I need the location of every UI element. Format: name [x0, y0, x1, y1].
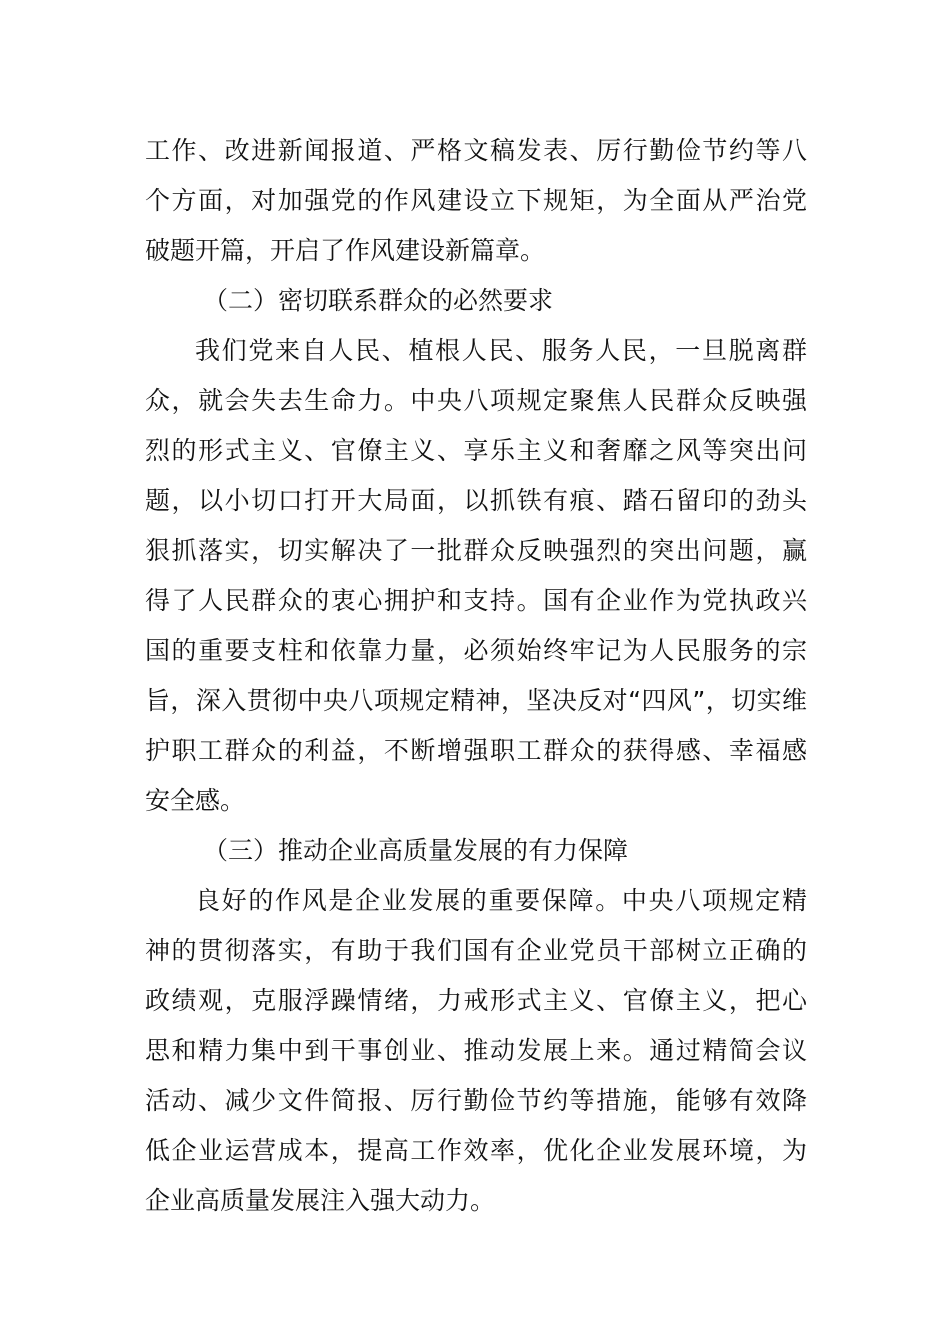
text-line: 个方面，对加强党的作风建设立下规矩，为全面从严治党 [145, 186, 807, 215]
text-line: 护职工群众的利益，不断增强职工群众的获得感、幸福感 [145, 736, 807, 765]
text-line: 众，就会失去生命力。中央八项规定聚焦人民群众反映强 [145, 386, 807, 415]
text-line: 活动、减少文件简报、厉行勤俭节约等措施，能够有效降 [145, 1086, 807, 1115]
paragraph-continuation [145, 126, 807, 276]
text-line: 狠抓落实，切实解决了一批群众反映强烈的突出问题，赢 [145, 536, 807, 565]
text-line: 题，以小切口打开大局面，以抓铁有痕、踏石留印的劲头 [145, 486, 807, 515]
text-line: 神的贯彻落实，有助于我们国有企业党员干部树立正确的 [145, 936, 807, 965]
text-line: 破题开篇，开启了作风建设新篇章。 [145, 236, 546, 265]
paragraph-body [145, 876, 807, 1226]
heading-text: （三）推动企业高质量发展的有力保障 [203, 836, 629, 865]
text-line: 良好的作风是企业发展的重要保障。中央八项规定精 [195, 886, 807, 915]
section-heading-2 [145, 276, 807, 326]
text-line: 企业高质量发展注入强大动力。 [145, 1186, 496, 1215]
text-line: 安全感。 [145, 786, 246, 815]
paragraph-body [145, 326, 807, 826]
heading-text: （二）密切联系群众的必然要求 [203, 286, 554, 315]
text-line: 得了人民群众的衷心拥护和支持。国有企业作为党执政兴 [145, 586, 807, 615]
text-line: 政绩观，克服浮躁情绪，力戒形式主义、官僚主义，把心 [145, 986, 807, 1015]
text-line: 低企业运营成本，提高工作效率，优化企业发展环境，为 [145, 1136, 807, 1165]
text-line: 旨，深入贯彻中央八项规定精神，坚决反对“四风”，切实维 [145, 686, 807, 715]
text-line: 烈的形式主义、官僚主义、享乐主义和奢靡之风等突出问 [145, 436, 807, 465]
text-line: 工作、改进新闻报道、严格文稿发表、厉行勤俭节约等八 [145, 136, 807, 165]
section-heading-3 [145, 826, 807, 876]
text-line: 国的重要支柱和依靠力量，必须始终牢记为人民服务的宗 [145, 636, 807, 665]
text-line: 思和精力集中到干事创业、推动发展上来。通过精简会议 [145, 1036, 807, 1065]
text-line: 我们党来自人民、植根人民、服务人民，一旦脱离群 [195, 336, 807, 365]
document-body [145, 126, 807, 1226]
